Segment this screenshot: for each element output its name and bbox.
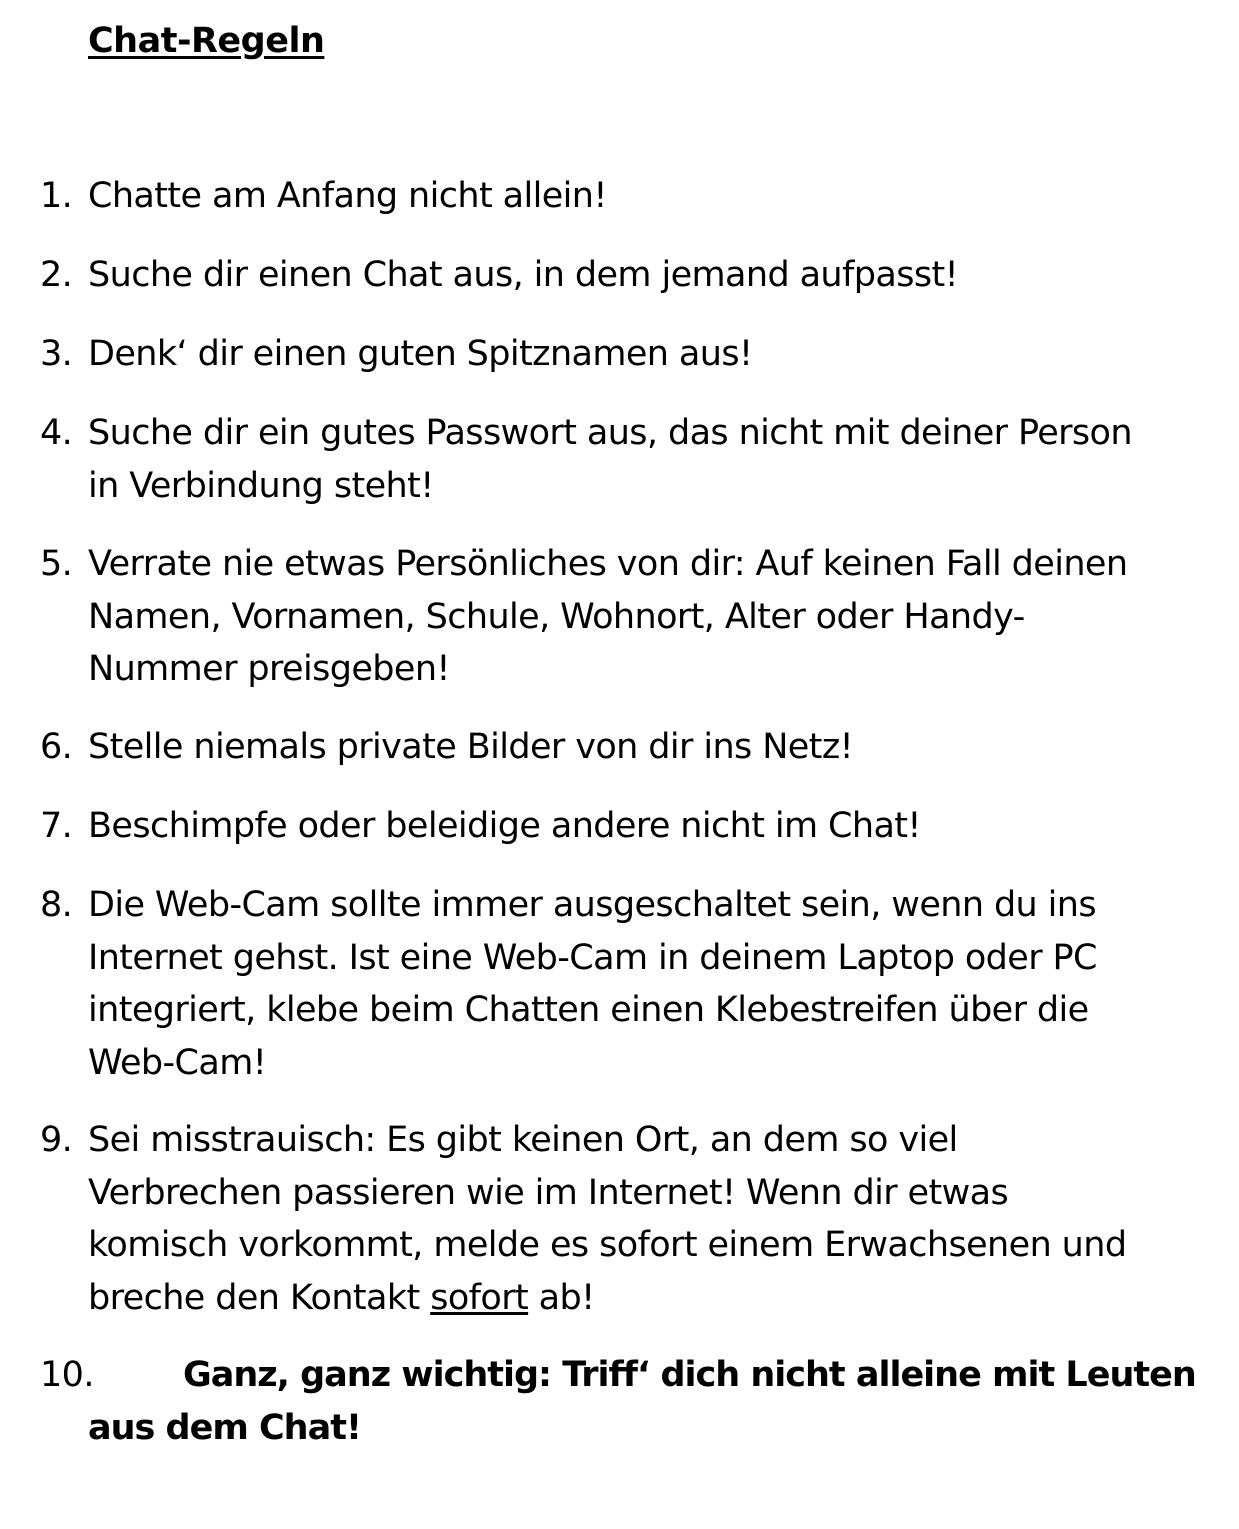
- list-item-line: Nummer preisgeben!: [88, 649, 450, 689]
- list-item-line: in Verbindung steht!: [88, 465, 434, 506]
- list-item-line: integriert, klebe beim Chatten einen Klebestreifen über die: [88, 990, 1089, 1030]
- list-item-line: Web-Cam!: [88, 1042, 267, 1083]
- list-item-number: 5.: [40, 544, 73, 584]
- list-item-line-part: breche den Kontakt: [88, 1277, 431, 1318]
- underlined-word: sofort: [430, 1277, 529, 1318]
- list-item-line: Die Web-Cam sollte immer ausgeschaltet sein, wenn du ins: [88, 885, 1097, 925]
- list-item-line: Verbrechen passieren wie im Internet! Wenn dir etwas: [88, 1172, 1009, 1213]
- list-item-line: aus dem Chat!: [88, 1407, 361, 1448]
- list-item-line: Internet gehst. Ist eine Web-Cam in deinem Laptop oder PC: [88, 937, 1097, 978]
- list-item-number: 3.: [40, 334, 73, 374]
- list-item-text: [88, 1349, 1198, 1454]
- list-item-number: 4.: [40, 413, 73, 453]
- list-item-number: 2.: [40, 255, 73, 295]
- list-item-line: Sei misstrauisch: Es gibt keinen Ort, an dem so viel: [88, 1120, 958, 1160]
- list-item-number: 6.: [40, 727, 73, 767]
- list-item-line-part: ab!: [528, 1277, 595, 1318]
- list-item-line: Suche dir ein gutes Passwort aus, das nicht mit deiner Person: [88, 413, 1132, 453]
- list-item-number: 1.: [40, 176, 73, 216]
- list-item-line: komisch vorkommt, melde es sofort einem Erwachsenen und: [88, 1225, 1127, 1265]
- list-item-number: 8.: [40, 885, 73, 925]
- list-item-text: [88, 407, 1198, 512]
- list-item-number: 10.: [40, 1355, 94, 1395]
- list-item-number: 7.: [40, 806, 73, 846]
- list-item-line: Verrate nie etwas Persönliches von dir: Auf keinen Fall deinen: [88, 544, 1128, 584]
- list-item-text: Stelle niemals private Bilder von dir ins Netz!: [88, 727, 854, 767]
- list-item-line: [88, 1272, 1198, 1325]
- list-item-line: [88, 1349, 1198, 1402]
- list-item-text: [88, 879, 1198, 1089]
- list-item-text: Suche dir einen Chat aus, in dem jemand aufpasst!: [88, 255, 959, 295]
- list-item-number: 9.: [40, 1120, 73, 1160]
- list-item-text: Chatte am Anfang nicht allein!: [88, 176, 607, 216]
- list-item-text: [88, 538, 1198, 696]
- page-title: Chat-Regeln: [88, 21, 325, 61]
- list-item-text: [88, 1114, 1198, 1324]
- list-item-text: Beschimpfe oder beleidige andere nicht im Chat!: [88, 806, 921, 846]
- list-item-line-part: Ganz, ganz wichtig: Triff‘ dich nicht alleine mit Leuten: [183, 1355, 1196, 1395]
- list-item-text: Denk‘ dir einen guten Spitznamen aus!: [88, 334, 753, 374]
- list-item-line: Namen, Vornamen, Schule, Wohnort, Alter oder Handy-: [88, 596, 1025, 637]
